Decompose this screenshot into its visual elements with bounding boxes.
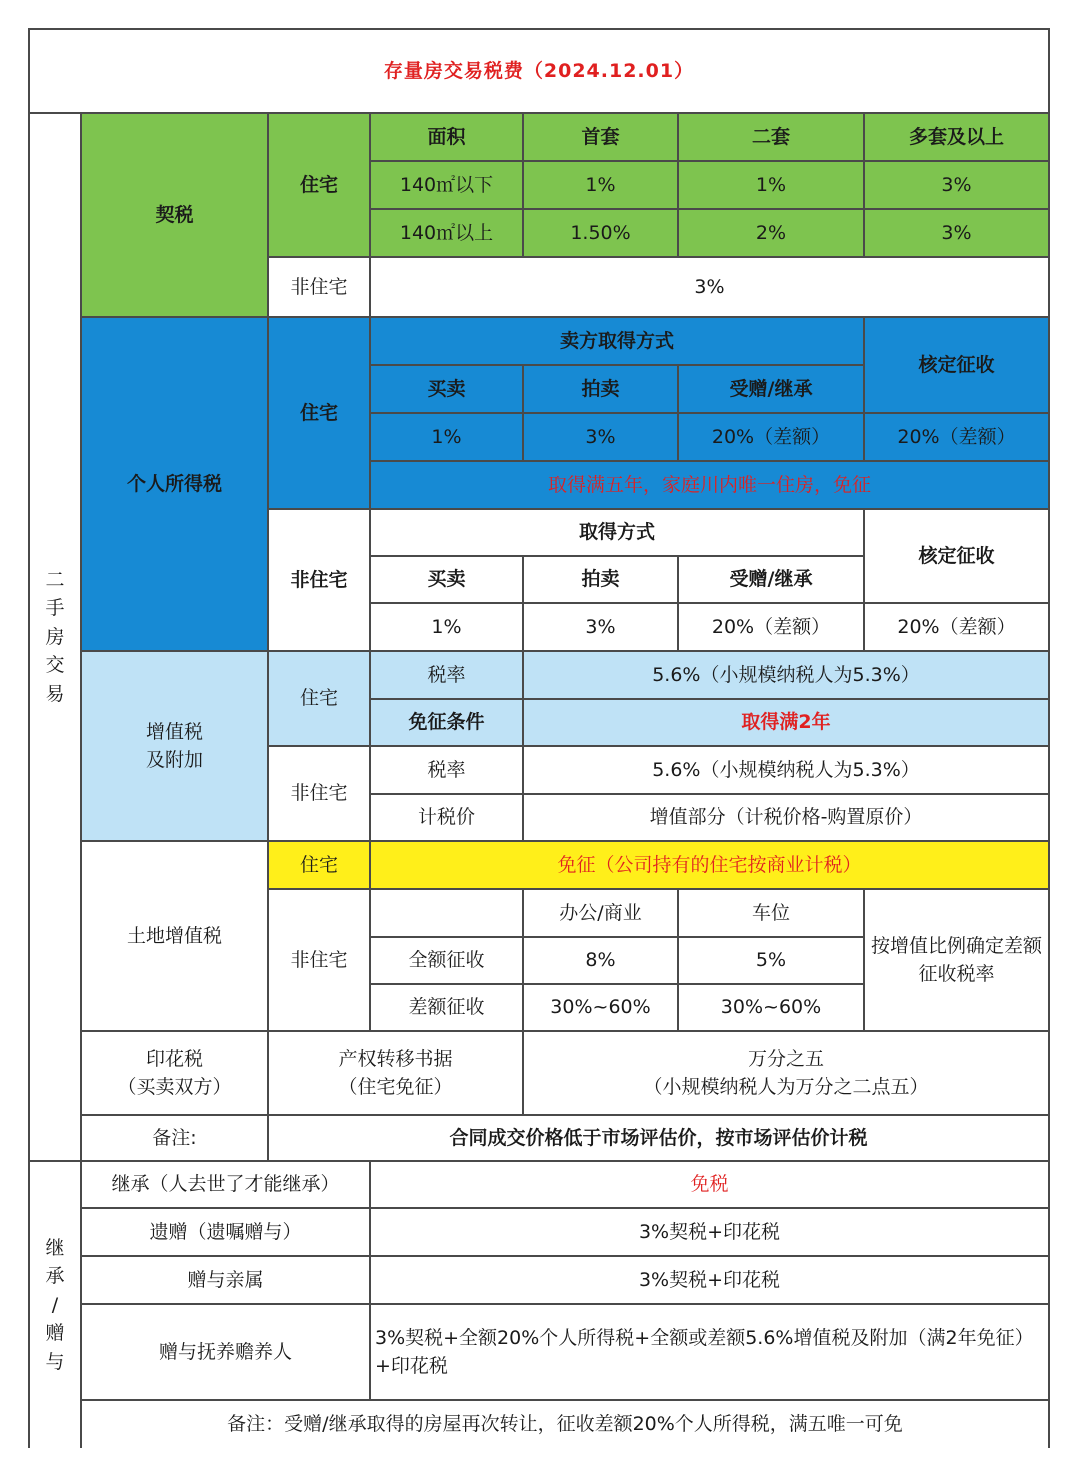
vat-label-line1: 增值税	[145, 720, 203, 743]
stamp-doc-line2: （住宅免征）	[338, 1076, 453, 1098]
income-nonres-rate: 3%	[524, 604, 679, 652]
vat-label-line2: 及附加	[145, 749, 203, 771]
land-col-office: 办公/商业	[524, 890, 679, 938]
inherit-row-value: 免税	[371, 1162, 1048, 1209]
section-resale-char: 手	[45, 597, 65, 620]
land-diff-office: 30%~60%	[524, 985, 679, 1032]
inherit-row-value: 3%契税+印花税	[371, 1257, 1048, 1305]
income-nonres-method-header: 取得方式	[371, 510, 865, 557]
inherit-row-value: 3%契税+全额20%个人所得税+全额或差额5.6%增值税及附加（满2年免征）+印花税	[371, 1305, 1048, 1401]
deed-row-value: 3%	[865, 162, 1048, 210]
deed-row-value: 1%	[524, 162, 679, 210]
land-nonres-label: 非住宅	[269, 890, 371, 1032]
section-resale-char: 房	[45, 625, 65, 648]
inherit-row-value: 3%契税+印花税	[371, 1209, 1048, 1257]
deed-header-area: 面积	[371, 114, 524, 162]
income-res-rate: 1%	[371, 414, 524, 462]
deed-row-value: 1%	[679, 162, 865, 210]
remark-label: 备注:	[82, 1116, 269, 1162]
inherit-row-label: 继承（人去世了才能继承）	[82, 1162, 371, 1209]
section-resale-char: 交	[45, 654, 65, 677]
land-corner-cell	[371, 890, 524, 938]
income-res-exemption: 取得满五年，家庭川内唯一住房，免征	[371, 462, 1048, 510]
vat-basis-label: 计税价	[371, 795, 524, 842]
page-title: 存量房交易税费（2024.12.01）	[30, 30, 1048, 114]
income-nonres-label: 非住宅	[269, 510, 371, 652]
section-inherit-label	[30, 1162, 82, 1448]
land-residential-label: 住宅	[269, 842, 371, 890]
section-inherit-char: 赠	[45, 1322, 65, 1345]
income-res-method: 受赠/继承	[679, 366, 865, 414]
section-resale-char: 易	[45, 682, 65, 705]
land-note: 按增值比例确定差额征收税率	[865, 890, 1048, 1032]
inherit-remark: 备注：受赠/继承取得的房屋再次转让，征收差额20%个人所得税，满五唯一可免	[82, 1401, 1048, 1448]
income-res-method: 拍卖	[524, 366, 679, 414]
deed-header-first: 首套	[524, 114, 679, 162]
stamp-rate-line2: （小规模纳税人为万分之二点五）	[643, 1076, 929, 1098]
deed-header-second: 二套	[679, 114, 865, 162]
income-res-rate: 20%（差额）	[679, 414, 865, 462]
income-nonres-rate: 20%（差额）	[865, 604, 1048, 652]
stamp-rate-line1: 万分之五	[747, 1047, 824, 1070]
income-nonres-rate: 20%（差额）	[679, 604, 865, 652]
income-res-method-header: 卖方取得方式	[371, 318, 865, 366]
land-full-parking: 5%	[679, 938, 865, 985]
land-full-label: 全额征收	[371, 938, 524, 985]
land-diff-label: 差额征收	[371, 985, 524, 1032]
deed-tax-label: 契税	[82, 114, 269, 318]
income-nonres-method: 受赠/继承	[679, 557, 865, 604]
stamp-label-line1: 印花税	[145, 1047, 203, 1070]
section-inherit-char: 与	[45, 1350, 65, 1373]
land-col-parking: 车位	[679, 890, 865, 938]
stamp-doc	[269, 1032, 524, 1116]
land-residential-value: 免征（公司持有的住宅按商业计税）	[371, 842, 1048, 890]
income-nonres-method: 买卖	[371, 557, 524, 604]
deed-row-value: 1.50%	[524, 210, 679, 258]
land-diff-parking: 30%~60%	[679, 985, 865, 1032]
income-nonres-rate: 1%	[371, 604, 524, 652]
deed-row-area: 140㎡以下	[371, 162, 524, 210]
income-residential-label: 住宅	[269, 318, 371, 510]
deed-row-value: 3%	[865, 210, 1048, 258]
land-full-office: 8%	[524, 938, 679, 985]
section-resale-label	[30, 114, 82, 1162]
vat-exempt-value: 取得满2年	[524, 700, 1048, 747]
income-res-assessed-header: 核定征收	[865, 318, 1048, 414]
section-resale-char: 二	[45, 568, 65, 591]
deed-nonres-rate: 3%	[371, 258, 1048, 318]
tax-table	[28, 28, 1050, 1448]
section-inherit-char: /	[51, 1293, 59, 1316]
vat-label	[82, 652, 269, 842]
income-nonres-assessed-header: 核定征收	[865, 510, 1048, 604]
vat-basis-value: 增值部分（计税价格-购置原价）	[524, 795, 1048, 842]
income-res-rate: 3%	[524, 414, 679, 462]
vat-exempt-label: 免征条件	[371, 700, 524, 747]
section-inherit-char: 承	[45, 1265, 65, 1288]
income-res-rate: 20%（差额）	[865, 414, 1048, 462]
income-nonres-method: 拍卖	[524, 557, 679, 604]
inherit-row-label: 遗赠（遗嘱赠与）	[82, 1209, 371, 1257]
deed-residential-label: 住宅	[269, 114, 371, 258]
stamp-rate	[524, 1032, 1048, 1116]
deed-row-area: 140㎡以上	[371, 210, 524, 258]
stamp-label-line2: （买卖双方）	[117, 1076, 232, 1098]
income-tax-label: 个人所得税	[82, 318, 269, 652]
deed-nonres-label: 非住宅	[269, 258, 371, 318]
remark-value: 合同成交价格低于市场评估价，按市场评估价计税	[269, 1116, 1048, 1162]
inherit-row-label: 赠与亲属	[82, 1257, 371, 1305]
section-inherit-char: 继	[45, 1236, 65, 1259]
stamp-doc-line1: 产权转移书据	[338, 1047, 453, 1070]
vat-nonres-rate-value: 5.6%（小规模纳税人为5.3%）	[524, 747, 1048, 795]
vat-rate-value: 5.6%（小规模纳税人为5.3%）	[524, 652, 1048, 700]
inherit-row-label: 赠与抚养赡养人	[82, 1305, 371, 1401]
land-vat-label: 土地增值税	[82, 842, 269, 1032]
vat-nonres-rate-label: 税率	[371, 747, 524, 795]
stamp-tax-label	[82, 1032, 269, 1116]
vat-residential-label: 住宅	[269, 652, 371, 747]
deed-row-value: 2%	[679, 210, 865, 258]
vat-rate-label: 税率	[371, 652, 524, 700]
income-res-method: 买卖	[371, 366, 524, 414]
vat-nonres-label: 非住宅	[269, 747, 371, 842]
deed-header-multi: 多套及以上	[865, 114, 1048, 162]
